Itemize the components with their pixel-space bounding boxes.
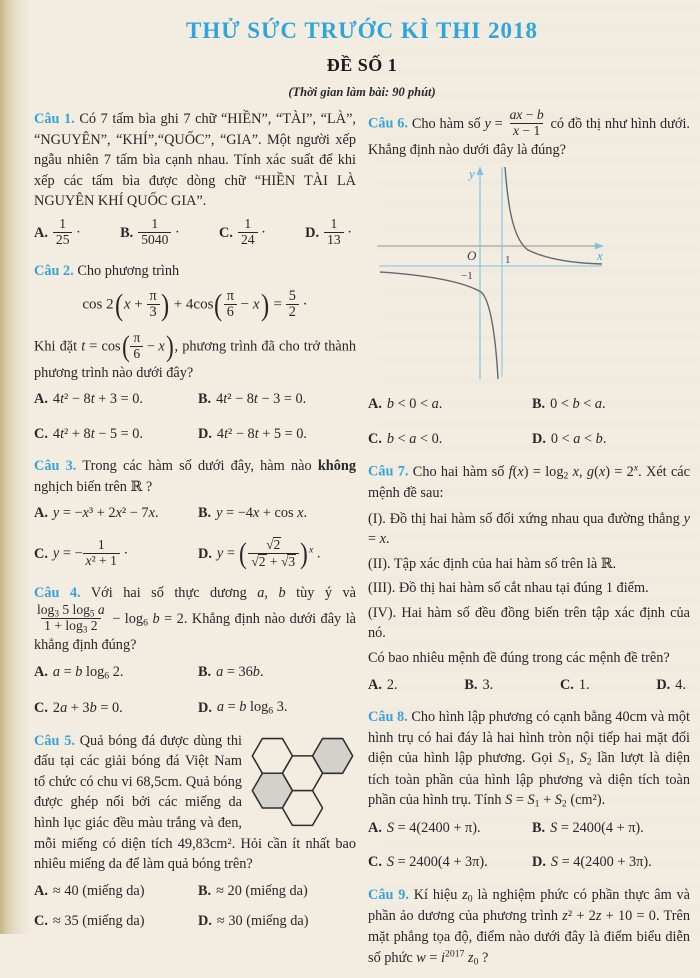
x-axis-label: x — [597, 248, 603, 264]
answer-key: C. — [368, 854, 382, 871]
answer-key: B. — [198, 664, 212, 681]
answer-value: 4t² − 8t + 3 = 0. — [52, 391, 143, 408]
answer-value: 1. — [578, 676, 590, 693]
answer-value: 4. — [675, 676, 686, 693]
question-2 — [34, 261, 356, 445]
question-text: Cho phương trình — [77, 262, 180, 279]
answer-key: D. — [305, 225, 320, 242]
answer-key: A. — [34, 664, 48, 681]
q3-answer-c — [34, 538, 192, 571]
q6-answer-b — [532, 394, 690, 415]
question-label: Câu 7. — [368, 463, 409, 480]
answer-key: B. — [198, 505, 212, 522]
q7-answer-d — [656, 675, 686, 696]
q8-answers — [368, 818, 690, 873]
question-1 — [34, 109, 356, 249]
answer-value: a = 36b. — [216, 664, 264, 681]
answer-value: 0 < a < b. — [550, 430, 607, 447]
answer-value: a = b log6 2. — [52, 663, 124, 682]
answer-key: B. — [532, 819, 546, 836]
q2-answer-b — [198, 389, 356, 410]
q5-answer-c — [34, 911, 192, 932]
soccer-ball-hexagons-figure — [250, 733, 356, 829]
q4-answer-d — [198, 697, 356, 718]
question-text: Cho hai hàm số f(x) = log2 x, $g(x) = 2^x$. Xét các mệnh đề sau: — [368, 462, 690, 501]
x-tick-label: 1 — [505, 254, 511, 267]
answer-value: ≈ 20 (miếng da) — [216, 882, 308, 899]
question-text: Trong các hàm số dưới đây, hàm nào không nghịch biến trên ℝ ? — [34, 458, 356, 495]
question-label: Câu 3. — [34, 458, 77, 475]
q1-answer-b — [120, 218, 180, 249]
answer-key: D. — [198, 913, 212, 930]
q8-answer-c — [368, 852, 526, 873]
q1-answer-c — [219, 218, 266, 249]
q4-answer-c — [34, 697, 192, 718]
answer-key: B. — [198, 391, 212, 408]
question-4 — [34, 583, 356, 719]
answer-value: 2a + 3b = 0. — [52, 699, 123, 716]
answer-key: C. — [368, 430, 382, 447]
answer-key: A. — [34, 391, 48, 408]
question-label: Câu 8. — [368, 709, 408, 726]
answer-value: y = −x³ + 2x² − 7x. — [52, 505, 159, 522]
answer-value: b < 0 < a. — [386, 396, 443, 413]
answer-value: S = 2400(4 + 3π). — [386, 854, 488, 871]
q4-answers — [34, 662, 356, 719]
q6-answer-d — [532, 429, 690, 450]
q7-statement-4: (IV). Hai hàm số đều đồng biến trên tập xác định của nó. — [368, 604, 690, 642]
answer-key: D. — [198, 699, 212, 716]
q1-answer-d — [305, 218, 352, 249]
curve-right-branch — [505, 167, 602, 267]
question-label: Câu 6. — [368, 115, 408, 132]
answer-value: S = 4(2400 + π). — [386, 819, 481, 836]
answer-value: y = − $\frac{1}{\text{x² + 1}}$ · — [52, 537, 129, 569]
origin-label: O — [467, 248, 477, 264]
answer-value: y = −4x + cos x. — [216, 505, 308, 522]
answer-value: S = 2400(4 + π). — [550, 819, 644, 836]
question-5 — [34, 731, 356, 932]
question-7 — [368, 461, 690, 695]
q2-answer-c — [34, 424, 192, 445]
answer-key: A. — [368, 676, 382, 693]
q3-answers — [34, 503, 356, 570]
q7-statement-1: (I). Đồ thị hai hàm số đối xứng nhau qua đường thẳng y = x. — [368, 510, 690, 548]
q6-answer-a — [368, 394, 526, 415]
answer-key: A. — [368, 396, 382, 413]
question-label: Câu 4. — [34, 584, 81, 601]
question-8 — [368, 707, 690, 873]
answer-value: 4t² − 8t − 3 = 0. — [216, 391, 307, 408]
q7-answer-c — [560, 675, 590, 696]
answer-value: $\frac{1}{5040}$ · — [138, 218, 180, 249]
answer-key: D. — [198, 546, 212, 563]
answer-value: 2. — [386, 676, 398, 693]
answer-value: 0 < b < a. — [550, 396, 606, 413]
y-tick-label: −1 — [461, 270, 473, 283]
question-text: Cho hàm số y = $\frac{ax - b}{x - 1}$ có đồ thị như hình dưới. Khẳng định nào dưới đây là đúng? — [368, 107, 690, 158]
question-label: Câu 2. — [34, 262, 74, 279]
question-9 — [368, 885, 690, 969]
question-text: Quả bóng đá được dùng thi đấu tại các giải bóng đá Việt Nam tổ chức có chu vi 68,5cm. Quả bóng được ghép nối bởi các miếng da hình lục giác đều màu trắng và đen, mỗi miếng có diện tích 49,83cm². Hỏi cần ít nhất bao nhiêu miếng da để làm quả bóng trên? — [34, 732, 356, 873]
left-column — [34, 109, 356, 944]
q7-question-text: Có bao nhiêu mệnh đề đúng trong các mệnh đề trên? — [368, 649, 670, 666]
q2-answers — [34, 389, 356, 444]
answer-value: ≈ 40 (miếng da) — [52, 882, 145, 899]
answer-key: C. — [34, 546, 48, 563]
right-column — [368, 109, 690, 978]
answer-key: C. — [219, 225, 233, 242]
question-3 — [34, 456, 356, 571]
answer-key: D. — [532, 430, 546, 447]
answer-key: A. — [34, 882, 48, 899]
q5-answer-b — [198, 881, 356, 902]
q7-answer-b — [464, 675, 493, 696]
answer-key: A. — [34, 225, 48, 242]
question-label: Câu 5. — [34, 732, 75, 749]
answer-value: S = 4(2400 + 3π). — [550, 854, 652, 871]
q8-answer-a — [368, 818, 526, 839]
q2-display-equation: cos 2 ( x + $\frac{\pi}{3}$ ) + 4cos ( $\frac{\pi}{6}$ − x ) = $\frac{5}{2}$ · — [82, 287, 308, 322]
answer-key: B. — [120, 225, 134, 242]
function-graph — [368, 165, 678, 381]
answer-key: A. — [34, 505, 48, 522]
answer-value: b < a < 0. — [386, 430, 443, 447]
q4-answer-a — [34, 662, 192, 683]
answer-value: y = ( √ 2 √ 2 + √ 3 ) $^x$ . — [216, 537, 321, 571]
page-title: THỬ SỨC TRƯỚC KÌ THI 2018 — [186, 18, 538, 43]
question-label: Câu 9. — [368, 886, 409, 903]
answer-value: ≈ 35 (miếng da) — [52, 913, 145, 930]
q3-answer-d — [198, 538, 356, 571]
hyperbola-graph-figure — [368, 165, 690, 388]
exam-number: ĐỀ SỐ 1 — [326, 55, 398, 76]
answer-value: $\frac{1}{24}$ · — [238, 218, 266, 249]
answer-key: A. — [368, 819, 382, 836]
q1-answers — [34, 218, 356, 249]
q2-answer-a — [34, 389, 192, 410]
q7-answer-a — [368, 675, 398, 696]
answer-value: a = b log6 3. — [216, 699, 288, 717]
answer-key: C. — [34, 425, 48, 442]
q3-answer-a — [34, 503, 192, 524]
question-6 — [368, 109, 690, 449]
answer-value: 4t² − 8t + 5 = 0. — [216, 425, 307, 442]
q3-answer-b — [198, 503, 356, 524]
question-text: Cho hình lập phương có cạnh bằng 40cm và một hình trụ có hai đáy là hai hình tròn nội tiếp hai mặt đối diện của hình lập phương. Gọi S1, S2 lần lượt là diện tích toàn phần của hình lập phương và diện tích toàn phần của hình trụ. Tính S = S1 + S2 (cm²). — [368, 709, 690, 810]
answer-key: B. — [198, 882, 212, 899]
answer-key: B. — [532, 396, 546, 413]
q5-answers — [34, 881, 356, 932]
answer-value: ≈ 30 (miếng da) — [216, 913, 309, 930]
q5-answer-a — [34, 881, 192, 902]
answer-key: D. — [656, 676, 671, 693]
y-axis-label: y — [469, 166, 475, 182]
question-text: Với hai số thực dương a, b tùy ý và $\frac{\log 3 5 \log 5 a}{1 + \log 3 2}$ − log6 b = 2. Khẳng định nào dưới đây là khẳng định đúng? — [34, 584, 357, 654]
question-text: Có 7 tấm bìa ghi 7 chữ “HIỀN”, “TÀI”, “LÀ”, “NGUYÊN”, “KHÍ”,“QUỐC”, “GIA”. Một người xếp ngẫu nhiên 7 tấm bìa cạnh nhau. Tính xác suất để khi xếp các tấm bìa được dòng chữ “HIỀN TÀI LÀ NGUYÊN KHÍ QUỐC GIA”. — [34, 111, 356, 210]
y-axis-arrow-icon — [477, 166, 484, 175]
answer-value: 3. — [482, 676, 494, 693]
q2-answer-d — [198, 424, 356, 445]
answer-key: C. — [34, 699, 48, 716]
q8-answer-b — [532, 818, 690, 839]
q7-answers — [368, 675, 690, 696]
answer-key: B. — [464, 676, 478, 693]
q5-answer-d — [198, 911, 356, 932]
q6-answers — [368, 394, 690, 449]
q4-answer-b — [198, 662, 356, 683]
q8-answer-d — [532, 852, 690, 873]
q6-answer-c — [368, 429, 526, 450]
answer-key: C. — [34, 913, 48, 930]
question-label: Câu 1. — [34, 111, 75, 128]
question-text: Kí hiệu z0 là nghiệm phức có phần thực âm và phần ảo dương của phương trình z² + 2z + 10 = 0. Trên mặt phẳng tọa độ, điểm nào dưới đây là điểm biểu diễn số phức $w = i^{2017}$ z0 ? — [368, 886, 690, 968]
q7-statement-2: (II). Tập xác định của hai hàm số trên là ℝ. — [368, 555, 617, 572]
answer-key: D. — [532, 854, 546, 871]
q7-statement-3: (III). Đồ thị hai hàm số cắt nhau tại đúng 1 điểm. — [368, 580, 649, 597]
header — [34, 14, 690, 101]
time-note: (Thời gian làm bài: 90 phút) — [288, 85, 436, 100]
answer-value: 4t² + 8t − 5 = 0. — [52, 425, 143, 442]
answer-value: $\frac{1}{13}$ · — [324, 218, 352, 249]
q2-question-text: Khi đặt t = cos ( $\frac{\pi}{6}$ − x ) , phương trình đã cho trở thành phương trình nào dưới đây? — [34, 330, 356, 381]
q1-answer-a — [34, 218, 81, 249]
answer-key: D. — [198, 425, 212, 442]
answer-value: $\frac{1}{25}$ · — [53, 218, 81, 249]
answer-key: C. — [559, 676, 574, 693]
